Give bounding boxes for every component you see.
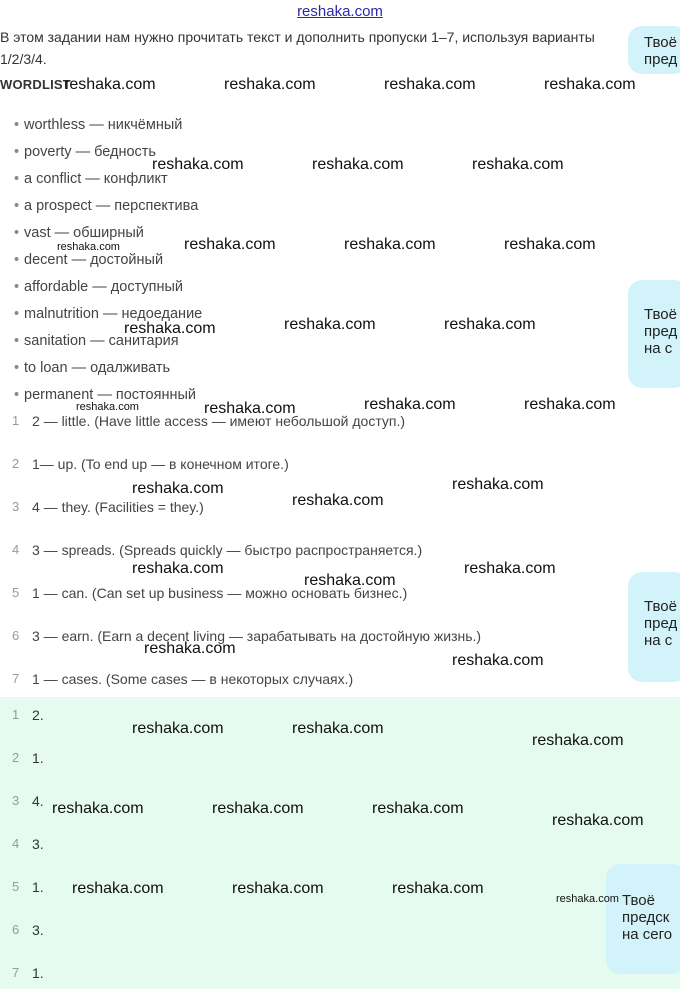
promo-text: предск [622,909,670,926]
watermark: reshaka.com [544,76,636,93]
bullet-icon: • [14,198,20,214]
watermark: reshaka.com [392,880,484,897]
wordlist-entry: vast — обширный [24,225,144,241]
wordlist-entry: to loan — одалживать [24,360,171,376]
watermark: reshaka.com [452,652,544,669]
wordlist-entry: a prospect — перспектива [24,198,199,214]
watermark: reshaka.com [304,572,396,589]
row-number: 1 [12,707,20,722]
task-intro: В этом задании нам нужно прочитать текст и дополнить пропуски 1–7, используя варианты 1/2/3/4. [0,29,595,67]
watermark: reshaka.com [384,76,476,93]
wordlist-entry: permanent — постоянный [24,387,196,403]
promo-text: Твоё [622,892,655,909]
promo-text: пред [644,615,678,632]
promo-text: Твоё [644,306,677,323]
bullet-icon: • [14,387,20,403]
promo-text: Твоё [644,34,677,51]
wordlist-entry: decent — достойный [24,252,164,268]
watermark: reshaka.com [552,812,644,829]
wordlist-entry: affordable — доступный [24,279,183,295]
explanation-text: 1 — can. (Can set up business — можно основать бизнес.) [32,585,408,601]
row-number: 7 [12,965,20,980]
watermark: reshaka.com [152,156,244,173]
answer-text: 1. [32,879,44,895]
promo-text: пред [644,323,678,340]
row-number: 6 [12,922,20,937]
bullet-icon: • [14,171,20,187]
row-number: 3 [12,499,20,514]
answer-text: 4. [32,793,44,809]
answer-text: 2. [32,707,44,723]
promo-card[interactable] [628,572,680,682]
watermark: reshaka.com [344,236,436,253]
watermark: reshaka.com [224,76,316,93]
explanation-text: 4 — they. (Facilities = they.) [32,499,204,515]
list-item [14,276,202,303]
wordlist-entry: sanitation — санитария [24,333,179,349]
explanation-text: 3 — earn. (Earn a decent living — зарабатывать на достойную жизнь.) [32,628,482,644]
promo-text: пред [644,51,678,68]
answer-text: 3. [32,922,44,938]
watermark: reshaka.com [524,396,616,413]
promo-text: на с [644,632,673,649]
row-number: 4 [12,836,20,851]
answer-text: 1. [32,750,44,766]
promo-card[interactable] [628,26,680,74]
row-number: 5 [12,879,20,894]
wordlist-entry: worthless — никчёмный [24,117,183,133]
watermark: reshaka.com [64,76,156,93]
watermark: reshaka.com [452,476,544,493]
watermark: reshaka.com [444,316,536,333]
watermark: reshaka.com [124,320,216,337]
promo-card[interactable] [628,280,680,388]
explanation-text: 1— up. (To end up — в конечном итоге.) [32,456,289,472]
bullet-icon: • [14,252,20,268]
watermark: reshaka.com [204,400,296,417]
watermark: reshaka.com [144,640,236,657]
answer-text: 1. [32,965,44,981]
watermark: reshaka.com [132,480,224,497]
watermark: reshaka.com [372,800,464,817]
site-header-link[interactable]: reshaka.com [297,3,383,20]
row-number: 1 [12,413,20,428]
bullet-icon: • [14,279,20,295]
watermark: reshaka.com [312,156,404,173]
bullet-icon: • [14,333,20,349]
explanation-text: 2 — little. (Have little access — имеют небольшой доступ.) [32,413,406,429]
watermark: reshaka.com [232,880,324,897]
watermark: reshaka.com [57,241,120,253]
bullet-icon: • [14,117,20,133]
bullet-icon: • [14,306,20,322]
watermark: reshaka.com [472,156,564,173]
row-number: 2 [12,456,20,471]
explanation-text: 1 — cases. (Some cases — в некоторых случаях.) [32,671,354,687]
watermark: reshaka.com [284,316,376,333]
wordlist-entry: malnutrition — недоедание [24,306,203,322]
explanation-row [0,410,620,453]
watermark: reshaka.com [76,401,139,413]
wordlist-heading: WORDLIST [0,77,71,92]
row-number: 5 [12,585,20,600]
row-number: 7 [12,671,20,686]
bullet-icon: • [14,360,20,376]
list-item [14,114,202,141]
watermark: reshaka.com [132,720,224,737]
watermark: reshaka.com [364,396,456,413]
promo-text: на с [644,340,673,357]
wordlist-entry: a conflict — конфликт [24,171,168,187]
watermark: reshaka.com [72,880,164,897]
watermark: reshaka.com [52,800,144,817]
row-number: 6 [12,628,20,643]
watermark: reshaka.com [292,492,384,509]
watermark: reshaka.com [556,893,619,905]
watermark: reshaka.com [212,800,304,817]
explanation-text: 3 — spreads. (Spreads quickly — быстро распространяется.) [32,542,423,558]
watermark: reshaka.com [504,236,596,253]
watermark: reshaka.com [132,560,224,577]
bullet-icon: • [14,144,20,160]
promo-card[interactable] [606,864,680,974]
wordlist-entry: poverty — бедность [24,144,156,160]
row-number: 4 [12,542,20,557]
bullet-icon: • [14,225,20,241]
list-item [14,195,202,222]
row-number: 2 [12,750,20,765]
row-number: 3 [12,793,20,808]
promo-text: на сего [622,926,673,943]
watermark: reshaka.com [464,560,556,577]
list-item [14,249,202,276]
answer-text: 3. [32,836,44,852]
watermark: reshaka.com [184,236,276,253]
watermark: reshaka.com [292,720,384,737]
list-item [14,357,202,384]
promo-text: Твоё [644,598,677,615]
watermark: reshaka.com [532,732,624,749]
